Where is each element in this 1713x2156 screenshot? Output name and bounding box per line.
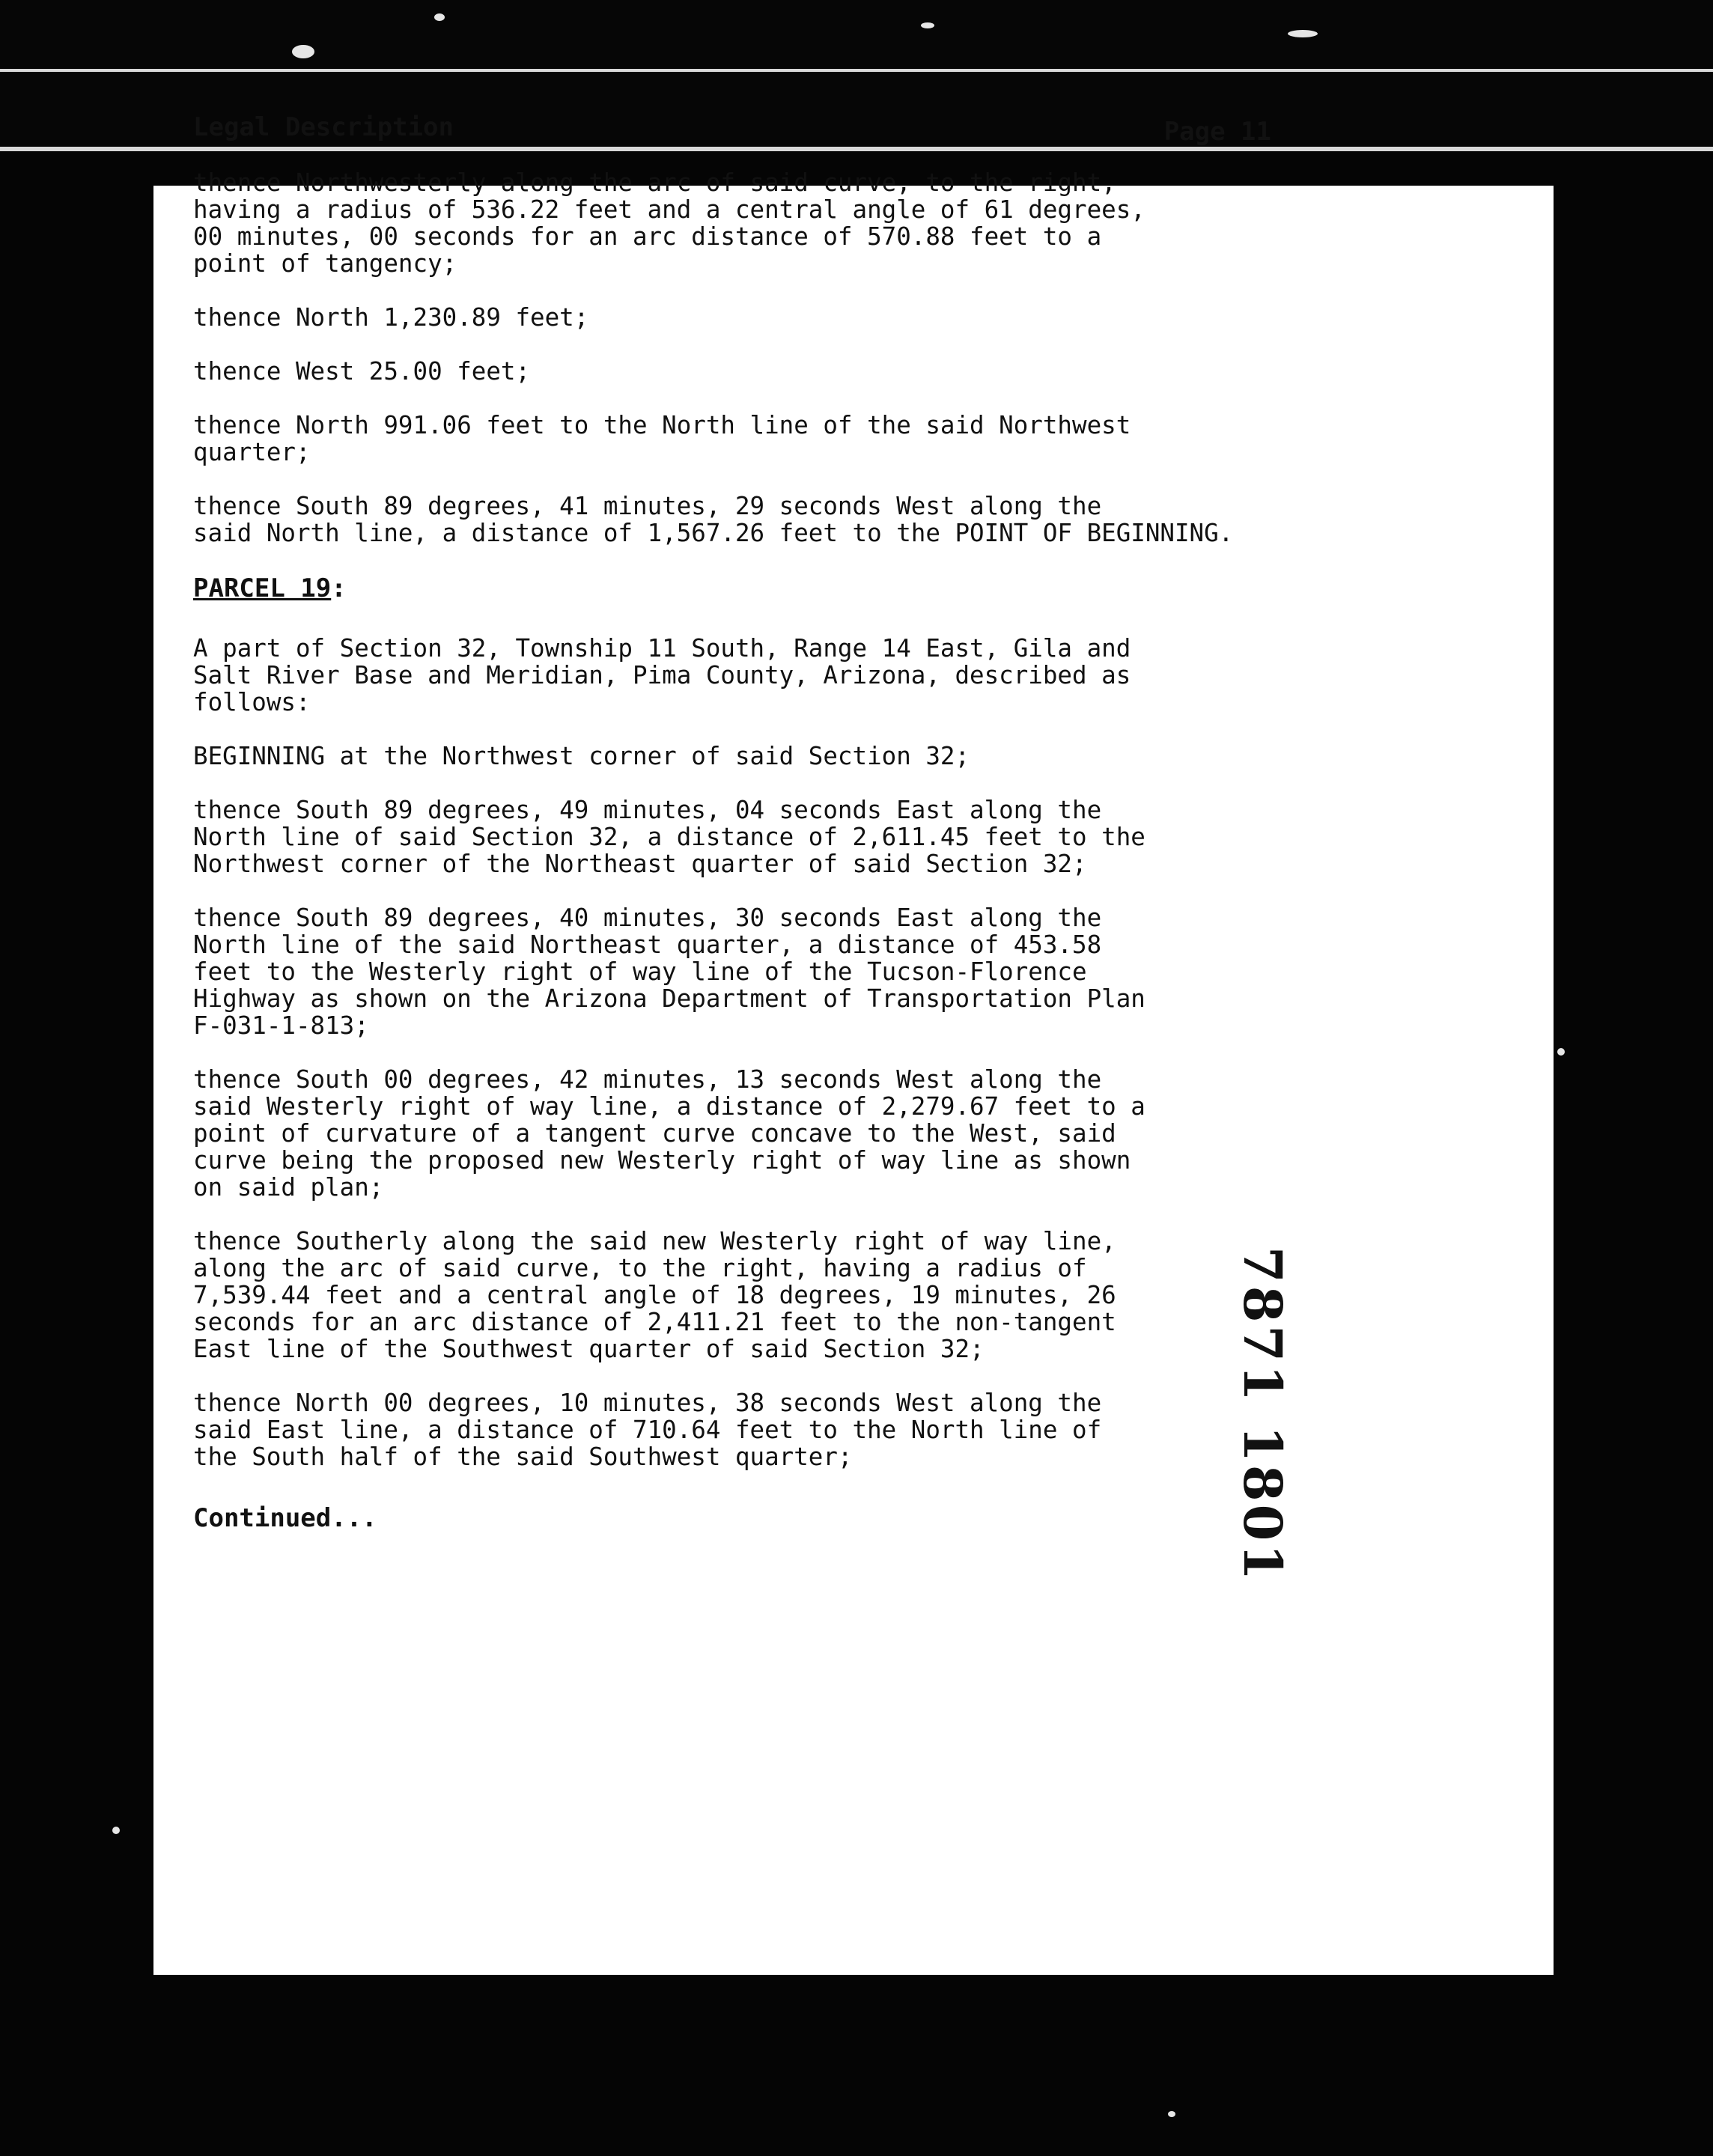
scan-line-upper [0,69,1713,72]
parcel-heading-colon: : [331,573,347,603]
document-title: Legal Description [193,112,454,142]
legal-paragraph: thence West 25.00 feet; [193,357,531,386]
page-header [193,112,1271,157]
legal-paragraph: thence North 1,230.89 feet; [193,303,589,332]
document-body [193,112,1271,1533]
side-stamp-number: 7871 1801 [1232,1246,1294,1584]
page-number: Page 11 [1163,117,1271,147]
legal-paragraph: thence Northwesterly along the arc of said curve, to the right, having a radius of 536.22 feet and a central angle of 61 degrees, 00 minutes, 00 seconds for an arc distance of 570.88 feet to a point of tangency; [193,168,1145,278]
continued-label: Continued... [193,1503,377,1533]
scan-speck [921,22,934,28]
parcel-heading [193,573,1271,603]
legal-paragraph: thence South 89 degrees, 49 minutes, 04 seconds East along the North line of said Section 32, a distance of 2,611.45 feet to the Northwest corner of the Northeast quarter of said Section 32; [193,796,1145,878]
legal-paragraph: thence South 89 degrees, 40 minutes, 30 seconds East along the North line of the said Northeast quarter, a distance of 453.58 feet to the Westerly right of way line of the Tucson-Florence Highway as shown on the Arizona Department of Transportation Plan F-031-1-813; [193,904,1145,1040]
scan-speck [1557,1048,1565,1056]
legal-paragraph: A part of Section 32, Township 11 South, Range 14 East, Gila and Salt River Base and Meridian, Pima County, Arizona, described as follows: [193,634,1131,716]
legal-paragraph: thence North 991.06 feet to the North line of the said Northwest quarter; [193,411,1131,466]
scan-speck [112,1827,120,1834]
legal-paragraph: thence South 00 degrees, 42 minutes, 13 seconds West along the said Westerly right of way line, a distance of 2,279.67 feet to a point of curvature of a tangent curve concave to the West, said curve being the proposed new Westerly right of way line as shown on said plan; [193,1065,1145,1202]
legal-paragraph: BEGINNING at the Northwest corner of said Section 32; [193,742,970,770]
paragraph-group-after-parcel [193,635,1271,1470]
scan-speck [434,13,445,21]
parcel-heading-text: PARCEL 19 [193,573,332,603]
legal-paragraph: thence North 00 degrees, 10 minutes, 38 seconds West along the said East line, a distance of 710.64 feet to the North line of the South half of the said Southwest quarter; [193,1389,1102,1471]
legal-paragraph: thence Southerly along the said new Westerly right of way line, along the arc of said curve, to the right, having a radius of 7,539.44 feet and a central angle of 18 degrees, 19 minutes, 26 seconds for an arc distance of 2,411.21 feet to the non-tangent East line of the Southwest quarter of said Section 32; [193,1227,1116,1363]
paragraph-group-before-parcel [193,169,1271,546]
scan-speck [1168,2111,1175,2117]
scan-speck [292,45,314,58]
legal-paragraph: thence South 89 degrees, 41 minutes, 29 seconds West along the said North line, a distance of 1,567.26 feet to the POINT OF BEGINNING. [193,492,1234,547]
scan-speck [1288,30,1318,37]
